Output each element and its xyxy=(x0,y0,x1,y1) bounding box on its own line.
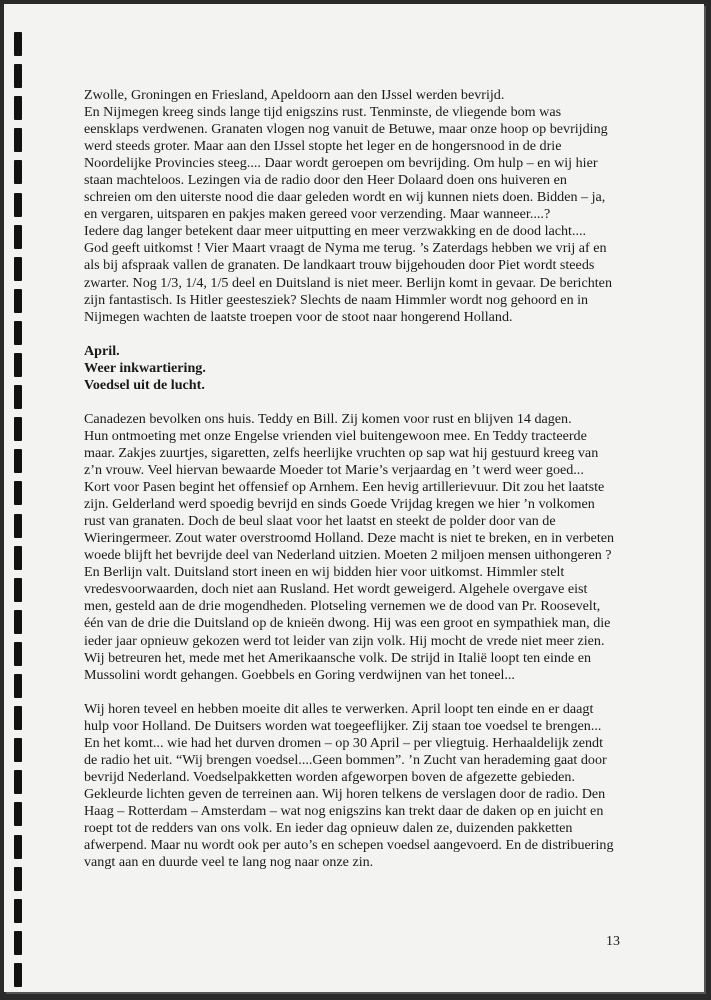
paragraph-gap xyxy=(84,394,644,411)
text-line: en vergaren, uitsparen en pakjes maken gereed voor verzending. Maar wanneer....? xyxy=(84,206,551,223)
text-line: Wij horen teveel en hebben moeite dit alles te verwerken. April loopt ten einde en er daagt xyxy=(84,700,594,717)
text-line: één van de drie die Duitsland op de knieën dwong. Hij was een groot en sympathiek man, die xyxy=(84,615,611,632)
paragraph-gap xyxy=(84,326,644,343)
binding-hole xyxy=(14,674,22,698)
text-line: Iedere dag langer betekent daar meer uitputting en meer verzwakking en de dood lacht.... xyxy=(84,223,587,240)
binding-hole xyxy=(14,64,22,88)
text-line: de radio het uit. “Wij brengen voedsel....Geen bommen”. ’n Zucht van herademing gaat door xyxy=(84,751,607,768)
binding-hole xyxy=(14,738,22,762)
binding-hole xyxy=(14,417,22,441)
text-line: werd steeds groter. Maar aan den IJssel stopte het leger en de hongersnood in de drie xyxy=(84,138,562,155)
text-line: ieder jaar opnieuw gekozen werd tot leider van zijn volk. Hij mocht de vrede niet meer zien. xyxy=(84,632,605,649)
text-line: Wij betreuren het, mede met het Amerikaansche volk. De strijd in Italië loopt ten einde en xyxy=(84,649,592,666)
binding-hole xyxy=(14,578,22,602)
page-number: 13 xyxy=(606,934,620,949)
paragraph xyxy=(84,87,644,326)
text-line: zijn fantastisch. Is Hitler geestesziek? Slechts de naam Himmler wordt nog gehoord en in xyxy=(84,291,589,308)
binding-hole xyxy=(14,128,22,152)
binding-hole xyxy=(14,642,22,666)
paragraph xyxy=(84,701,644,871)
binding-hole xyxy=(14,546,22,570)
binding-hole xyxy=(14,193,22,217)
binding-hole xyxy=(14,385,22,409)
text-line: vredesvoorwaarden, doch niet aan Rusland. Het wordt geweigerd. Algehele overgave eist xyxy=(84,581,588,598)
text-line: vangt aan en duurde veel te lang nog naar onze zin. xyxy=(84,854,374,871)
binding-hole xyxy=(14,770,22,794)
binding-hole xyxy=(14,931,22,955)
binding-hole xyxy=(14,706,22,730)
binding-hole xyxy=(14,481,22,505)
text-line: zijn. Gelderland werd spoedig bevrijd en sinds Goede Vrijdag kregen we hier ’n volkomen xyxy=(84,496,595,513)
text-line: God geeft uitkomst ! Vier Maart vraagt de Nyma me terug. ’s Zaterdags hebben we vrij af en xyxy=(84,240,607,257)
binding-hole xyxy=(14,514,22,538)
binding-hole xyxy=(14,96,22,120)
binding-hole xyxy=(14,802,22,826)
text-line: woede blijft het bevrijde deel van Nederland uitzien. Moeten 2 miljoen mensen uithongeren ? xyxy=(84,547,612,564)
binding-hole xyxy=(14,257,22,281)
text-line: afwerpend. Maar nu wordt ook per auto’s en schepen voedsel aangevoerd. En de distribuering xyxy=(84,837,614,854)
text-line: schreien om den uiterste nood die daar geleden wordt en wij kunnen niets doen. Bidden – ja, xyxy=(84,189,606,206)
binding-hole xyxy=(14,289,22,313)
binding-hole xyxy=(14,867,22,891)
text-line: maar. Zakjes zuurtjes, sigaretten, zelfs heerlijke vruchten op sap wat hij gestuurd kreeg van xyxy=(84,444,599,461)
text-line: Canadezen bevolken ons huis. Teddy en Bill. Zij komen voor rust en blijven 14 dagen. xyxy=(84,410,572,427)
text-line: En Berlijn valt. Duitsland stort ineen en wij bidden hier voor uitkomst. Himmler stelt xyxy=(84,564,565,581)
binding-hole xyxy=(14,963,22,987)
text-line: Gekleurde lichten geven de terreinen aan. Wij horen telkens de verslagen door de radio. Den xyxy=(84,785,606,802)
text-line: Kort voor Pasen begint het offensief op Arnhem. Een hevig artillerievuur. Dit zou het laatste xyxy=(84,479,605,496)
text-line: eensklaps verdwenen. Granaten vlogen nog vanuit de Betuwe, maar onze hoop op bevrijding xyxy=(84,121,608,138)
heading-line: April. xyxy=(84,342,120,359)
binding-hole xyxy=(14,899,22,923)
text-line: Wieringermeer. Zout water overstroomd Holland. Deze macht is niet te breken, en in verbeten xyxy=(84,530,615,547)
text-line: Haag – Rotterdam – Amsterdam – wat nog enigszins kan trekt daar de daken op en juicht en xyxy=(84,802,604,819)
section-heading xyxy=(84,343,644,394)
paragraph xyxy=(84,411,644,684)
text-line: men, gesteld aan de drie mogendheden. Plotseling vernemen we de dood van Pr. Roosevelt, xyxy=(84,598,601,615)
spiral-binding xyxy=(14,32,26,992)
heading-line: Voedsel uit de lucht. xyxy=(84,376,205,393)
binding-hole xyxy=(14,32,22,56)
text-line: Mussolini wordt gehangen. Goebbels en Goring verdwijnen van het toneel... xyxy=(84,666,515,683)
text-line: hulp voor Holland. De Duitsers worden wat toegeeflijker. Zij staan toe voedsel te brengen... xyxy=(84,717,602,734)
document-page xyxy=(4,4,704,992)
text-line: Noordelijke Provincies steeg.... Daar wordt geroepen om bevrijding. Om hulp – en wij hier xyxy=(84,155,598,172)
text-line: En Nijmegen kreeg sinds lange tijd enigszins rust. Tenminste, de vliegende bom was xyxy=(84,104,562,121)
text-line: Zwolle, Groningen en Friesland, Apeldoorn aan den IJssel werden bevrijd. xyxy=(84,87,505,103)
paragraph-gap xyxy=(84,684,644,701)
binding-hole xyxy=(14,160,22,184)
text-line: Nijmegen wachten de laatste troepen voor de stoot naar hongerend Holland. xyxy=(84,308,513,325)
binding-hole xyxy=(14,610,22,634)
text-line: staan machteloos. Lezingen via de radio door den Heer Dolaard doen ons huiveren en xyxy=(84,172,567,189)
text-line: als bij afspraak vallen de granaten. De landkaart trouw bijgehouden door Piet wordt steeds xyxy=(84,257,595,274)
heading-line: Weer inkwartiering. xyxy=(84,359,206,376)
text-line: Hun ontmoeting met onze Engelse vrienden viel buitengewoon mee. En Teddy tracteerde xyxy=(84,427,587,444)
text-line: zwarter. Nog 1/3, 1/4, 1/5 deel en Duitsland is niet meer. Berlijn komt in gevaar. De berichten xyxy=(84,274,612,291)
binding-hole xyxy=(14,449,22,473)
text-line: z’n vrouw. Veel hiervan bewaarde Moeder tot Marie’s verjaardag en ’t werd weer goed... xyxy=(84,462,584,479)
binding-hole xyxy=(14,225,22,249)
text-line: bevrijd Nederland. Voedselpakketten worden afgeworpen boven de afgezette gebieden. xyxy=(84,768,575,785)
binding-hole xyxy=(14,835,22,859)
text-line: rust van granaten. Doch de beul slaat voor het laatst en steekt de polder door van de xyxy=(84,513,556,530)
binding-hole xyxy=(14,353,22,377)
text-line: roept tot de redders van ons volk. En ieder dag opnieuw dalen ze, duizenden pakketten xyxy=(84,820,573,837)
binding-hole xyxy=(14,321,22,345)
text-line: En het komt... wie had het durven dromen – op 30 April – per vliegtuig. Herhaaldelijk zendt xyxy=(84,734,603,751)
document-text xyxy=(84,87,644,871)
